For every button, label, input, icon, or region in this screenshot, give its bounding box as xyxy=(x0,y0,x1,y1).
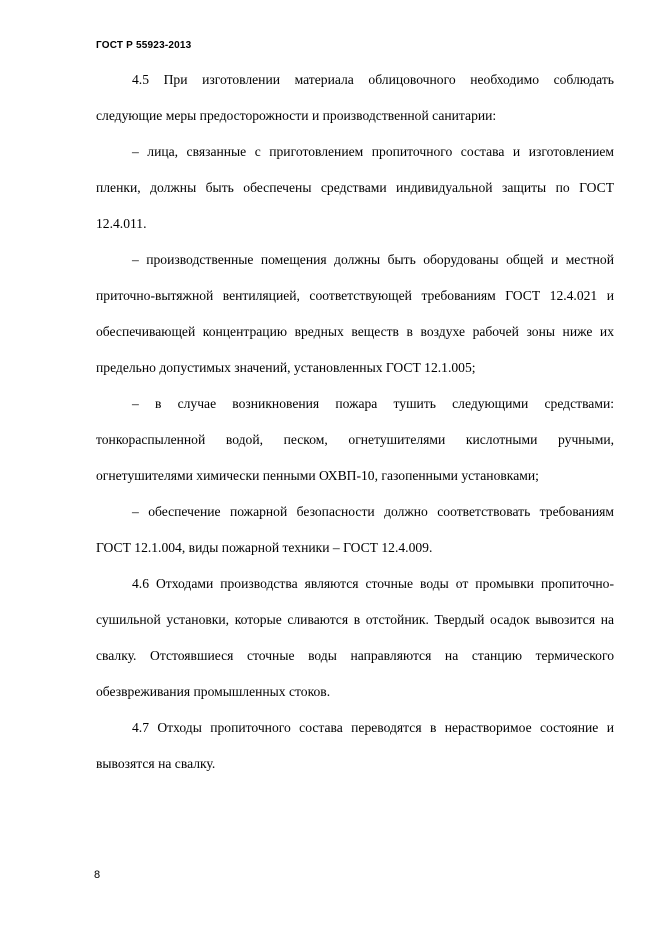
paragraph-4-7: 4.7 Отходы пропиточного состава переводятся в нерастворимое состояние и вывозятся на свалку. xyxy=(96,720,614,771)
document-body xyxy=(96,62,614,782)
list-item-fire-safety: – обеспечение пожарной безопасности должно соответствовать требованиям ГОСТ 12.1.004, виды пожарной техники – ГОСТ 12.4.009. xyxy=(96,504,614,555)
list-item-fire-extinguishing: – в случае возникновения пожара тушить следующими средствами: тонкораспыленной водой, песком, огнетушителями кислотными ручными, огнетушителями химически пенными ОХВП-10, газопенными установками; xyxy=(96,396,614,483)
list-item-protection: – лица, связанные с приготовлением пропиточного состава и изготовлением пленки, должны быть обеспечены средствами индивидуальной защиты по ГОСТ 12.4.011. xyxy=(96,144,614,231)
paragraph-4-5: 4.5 При изготовлении материала облицовочного необходимо соблюдать следующие меры предосторожности и производственной санитарии: xyxy=(96,72,614,123)
standard-header: ГОСТ Р 55923-2013 xyxy=(96,40,192,51)
list-item-ventilation: – производственные помещения должны быть оборудованы общей и местной приточно-вытяжной вентиляцией, соответствующей требованиям ГОСТ 12.4.021 и обеспечивающей концентрацию вредных веществ в воздухе рабочей зоны ниже их предельно допустимых значений, установленных ГОСТ 12.1.005; xyxy=(96,252,614,375)
paragraph-4-6: 4.6 Отходами производства являются сточные воды от промывки пропиточно-сушильной установки, которые сливаются в отстойник. Твердый осадок вывозится на свалку. Отстоявшиеся сточные воды направляются на станцию термического обезвреживания промышленных стоков. xyxy=(96,576,614,699)
page-number: 8 xyxy=(94,869,101,881)
